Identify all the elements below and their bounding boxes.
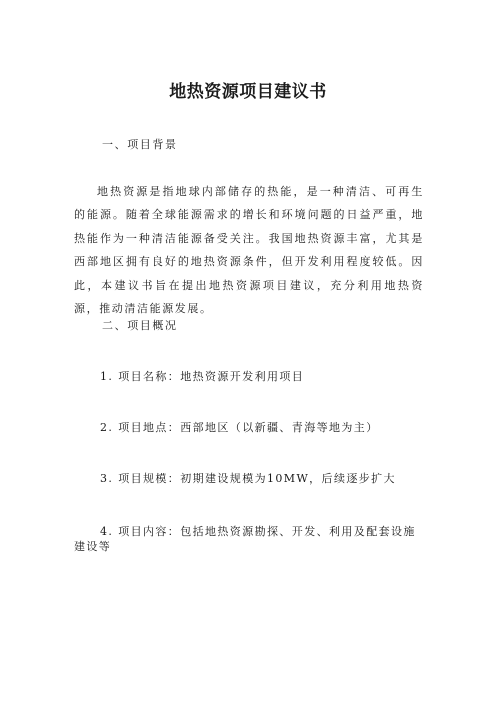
overview-item-content: 4. 项目内容：包括地热资源勘探、开发、利用及配套设施建设等: [74, 525, 416, 553]
section-heading-overview: 二、项目概况: [102, 319, 178, 332]
background-paragraph: 地热资源是指地球内部储存的热能，是一种清洁、可再生的能源。随着全球能源需求的增长和环境问题的日益严重，地热能作为一种清洁能源备受关注。我国地热资源丰富，尤其是西部地区拥有良好的地热资源条件，但开发利用程度较低。因此，本建议书旨在提出地热资源项目建议，充分利用地热资源，推动清洁能源发展。: [74, 185, 424, 316]
overview-item-scale: 3. 项目规模：初期建设规模为10MW，后续逐步扩大: [100, 472, 396, 485]
overview-item-name: 1. 项目名称：地热资源开发利用项目: [100, 370, 305, 383]
section-heading-background: 一、项目背景: [102, 138, 178, 151]
document-title: 地热资源项目建议书: [169, 82, 327, 102]
overview-item-location: 2. 项目地点：西部地区（以新疆、青海等地为主）: [100, 421, 379, 434]
